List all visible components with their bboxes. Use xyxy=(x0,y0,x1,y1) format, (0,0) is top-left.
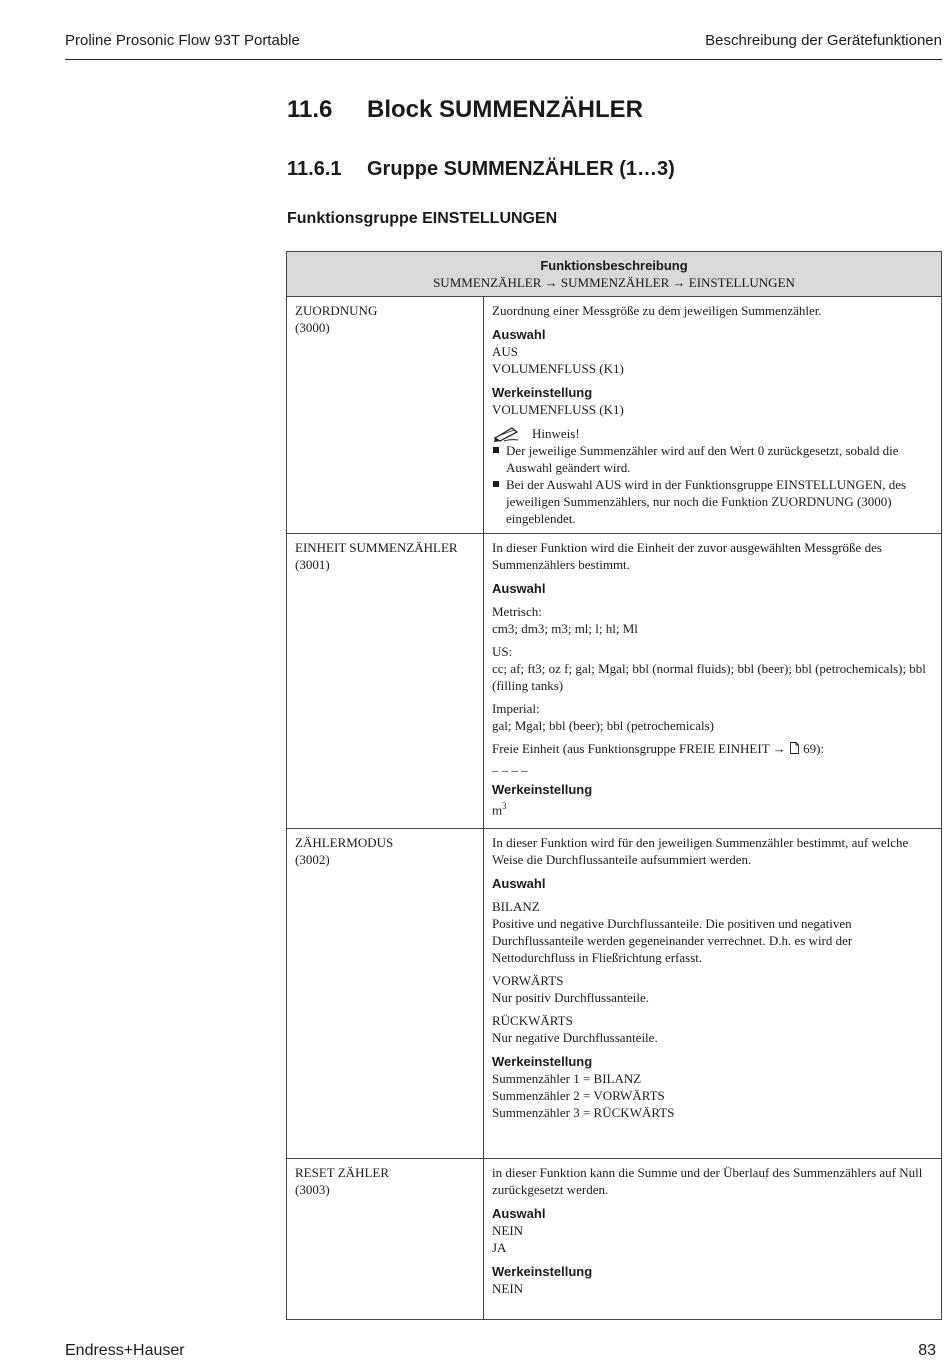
option-description: Nur positiv Durchflussanteile. xyxy=(492,990,650,1005)
default-value xyxy=(492,798,933,818)
free-unit-line xyxy=(492,740,933,757)
function-intro: Zuordnung einer Messgröße zu dem jeweiligen Summenzähler. xyxy=(492,303,822,318)
table-row xyxy=(287,1159,942,1320)
free-unit-label: Freie Einheit (aus Funktionsgruppe FREIE EINHEIT → xyxy=(492,741,789,756)
function-description-cell xyxy=(484,829,942,1159)
group-title: Funktionsgruppe EINSTELLUNGEN xyxy=(287,210,558,227)
header-chapter: Beschreibung der Gerätefunktionen xyxy=(705,32,942,49)
metric-label: Metrisch: xyxy=(492,604,542,619)
auswahl-label: Auswahl xyxy=(492,876,546,891)
free-unit-value: _ _ _ _ xyxy=(492,758,528,773)
page-reference-icon xyxy=(789,741,800,756)
subsection-title: Gruppe SUMMENZÄHLER (1…3) xyxy=(367,158,675,180)
function-code: (3003) xyxy=(295,1182,330,1197)
function-code: (3001) xyxy=(295,557,330,572)
function-name: RESET ZÄHLER xyxy=(295,1165,390,1180)
note-list xyxy=(492,442,933,527)
section-title: Block SUMMENZÄHLER xyxy=(367,96,644,123)
option-item: NEIN xyxy=(492,1223,524,1238)
header-rule xyxy=(65,59,942,60)
option-item: AUS xyxy=(492,344,519,359)
function-name-cell xyxy=(287,534,484,829)
table-header-path: SUMMENZÄHLER → SUMMENZÄHLER → EINSTELLUNGEN xyxy=(433,275,795,290)
option-name: RÜCKWÄRTS xyxy=(492,1013,573,1028)
function-table xyxy=(286,251,942,1320)
free-unit-page: 69): xyxy=(803,741,825,756)
default-value: Summenzähler 1 = BILANZ xyxy=(492,1071,642,1086)
function-intro: In dieser Funktion wird für den jeweiligen Summenzähler bestimmt, auf welche Weise die Durchflussanteile aufsummiert werden. xyxy=(492,835,909,867)
section-heading xyxy=(287,96,643,124)
list-item: Der jeweilige Summenzähler wird auf den Wert 0 zurückgesetzt, sobald die Auswahl geändert wird. xyxy=(492,442,933,476)
werkeinstellung-label: Werkeinstellung xyxy=(492,385,593,400)
default-value: NEIN xyxy=(492,1281,524,1296)
default-unit-base: m xyxy=(492,802,503,818)
table-row xyxy=(287,829,942,1159)
note-label: Hinweis! xyxy=(532,425,580,441)
option-description: Nur negative Durchflussanteile. xyxy=(492,1030,658,1045)
table-header-title: Funktionsbeschreibung xyxy=(540,258,688,273)
subsection-heading xyxy=(287,158,675,181)
option-item: VOLUMENFLUSS (K1) xyxy=(492,361,624,376)
default-value: Summenzähler 2 = VORWÄRTS xyxy=(492,1088,665,1103)
default-value: VOLUMENFLUSS (K1) xyxy=(492,402,624,417)
function-name: EINHEIT SUMMENZÄHLER xyxy=(295,540,458,555)
function-intro: in dieser Funktion kann die Summe und der Überlauf des Summenzählers auf Null zurückgesetzt werden. xyxy=(492,1165,923,1197)
table-row xyxy=(287,297,942,534)
us-units: cc; af; ft3; oz f; gal; Mgal; bbl (normal fluids); bbl (beer); bbl (petrochemicals); bbl (filling tanks) xyxy=(492,661,926,693)
function-intro: In dieser Funktion wird die Einheit der zuvor ausgewählten Messgröße des Summenzählers bestimmt. xyxy=(492,540,882,572)
function-name: ZUORDNUNG xyxy=(295,303,378,318)
function-name-cell xyxy=(287,297,484,534)
option-name: BILANZ xyxy=(492,899,540,914)
default-unit-exponent: 3 xyxy=(502,801,507,811)
us-label: US: xyxy=(492,644,513,659)
werkeinstellung-label: Werkeinstellung xyxy=(492,782,593,797)
function-name: ZÄHLERMODUS xyxy=(295,835,394,850)
function-name-cell xyxy=(287,829,484,1159)
pencil-note-icon xyxy=(492,424,532,442)
function-code: (3000) xyxy=(295,320,330,335)
auswahl-label: Auswahl xyxy=(492,581,546,596)
default-value: Summenzähler 3 = RÜCKWÄRTS xyxy=(492,1105,675,1120)
werkeinstellung-label: Werkeinstellung xyxy=(492,1054,593,1069)
imperial-label: Imperial: xyxy=(492,701,540,716)
function-description-cell xyxy=(484,297,942,534)
auswahl-label: Auswahl xyxy=(492,327,546,342)
table-header-row xyxy=(287,252,942,297)
auswahl-label: Auswahl xyxy=(492,1206,546,1221)
function-description-cell xyxy=(484,1159,942,1320)
list-item: Bei der Auswahl AUS wird in der Funktionsgruppe EINSTELLUNGEN, des jeweiligen Summenzählers, nur noch die Funktion ZUORDNUNG (3000) eingeblendet. xyxy=(492,476,933,527)
footer-brand: Endress+Hauser xyxy=(65,1342,185,1359)
subsection-number: 11.6.1 xyxy=(287,158,342,180)
note-heading xyxy=(492,424,933,442)
imperial-units: gal; Mgal; bbl (beer); bbl (petrochemicals) xyxy=(492,718,715,733)
header-product: Proline Prosonic Flow 93T Portable xyxy=(65,32,300,49)
section-number: 11.6 xyxy=(287,96,333,123)
option-item: JA xyxy=(492,1240,507,1255)
function-description-cell xyxy=(484,534,942,829)
option-name: VORWÄRTS xyxy=(492,973,564,988)
function-code: (3002) xyxy=(295,852,330,867)
metric-units: cm3; dm3; m3; ml; l; hl; Ml xyxy=(492,621,638,636)
table-header xyxy=(287,252,942,297)
table-row xyxy=(287,534,942,829)
werkeinstellung-label: Werkeinstellung xyxy=(492,1264,593,1279)
page-number: 83 xyxy=(918,1342,936,1359)
option-description: Positive und negative Durchflussanteile. Die positiven und negativen Durchflussanteile werden gegeneinander verrechnet. D.h. es wird der Nettodurchfluss in Fließrichtung erfasst. xyxy=(492,916,853,965)
function-name-cell xyxy=(287,1159,484,1320)
